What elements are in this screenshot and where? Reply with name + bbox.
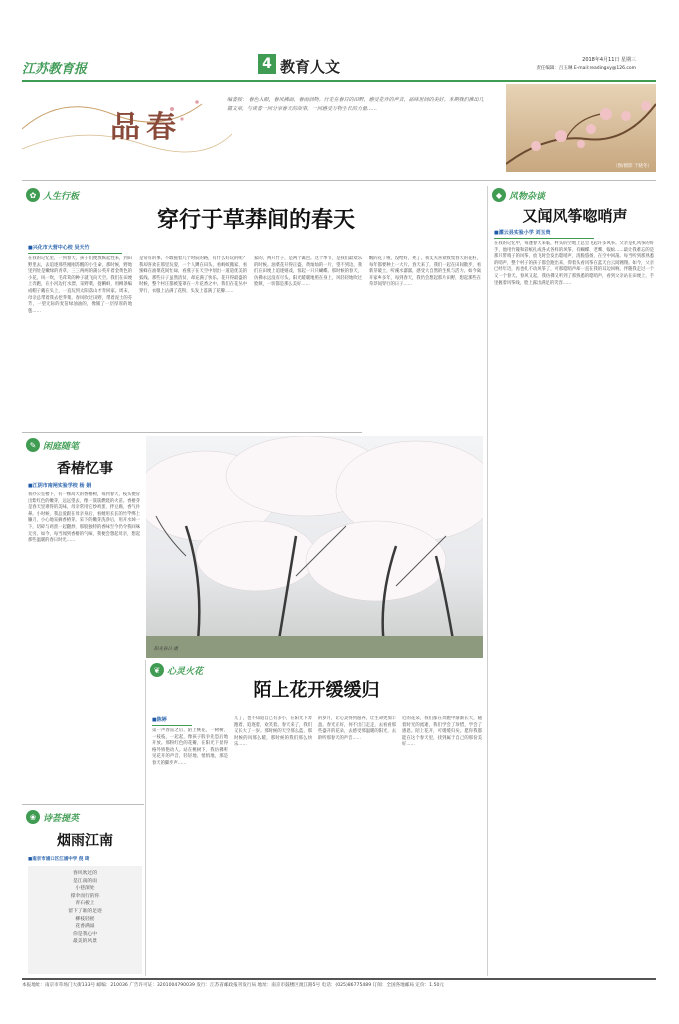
- header-rule: [22, 80, 656, 82]
- leaf-icon: ✿: [26, 188, 40, 202]
- banner-photo: [506, 84, 656, 172]
- banner: [22, 84, 656, 176]
- left1-tag-label: 闲庭随笔: [43, 441, 80, 452]
- bottom-col-2: 儿了，也不知道自己有多小，在阳光下奔跑着，追逐着，欢笑着。春天来了，我们又长大了一岁。那时候的天空那么蓝，那时候的风那么暖，那时候的我们那么快乐……: [234, 716, 312, 748]
- main-byline: ■兴化市大营中心校 吴天竹: [28, 245, 90, 251]
- bottom-tag-label: 心灵火花: [167, 666, 204, 677]
- bottom-byline: ■陈婷: [152, 717, 167, 723]
- bottom-headline: 陌上花开缓缓归: [253, 680, 380, 701]
- flame-icon: ❦: [150, 663, 164, 677]
- footer-rule: [22, 978, 656, 980]
- left2-byline: ■南京市浦口区江浦中学 倪 琦: [28, 857, 90, 862]
- main-col-2: 是常有的事。不敢拖着几个时辰的路，有什么好玩的呢？我却喜欢在那里玩耍，一个人蹲在田头，看蚂蚁搬家，看蜜蜂在油菜花间忙碌，看燕子在天空中划出一道道优美的弧线。那些日子虽然清贫，却充满了快乐。花开得最盛的时候，整个村庄都被笼罩在一片花香之中。我们在花丛中穿行，衣服上沾满了花粉，头发上落满了花瓣……: [139, 256, 247, 294]
- bottom-col-4: 近的花朵，我们都在奔跑中渐渐长大，随着时光的流逝，我们学会了珍惜，学会了感恩。陌上花开，可缓缓归矣。愿你我都能在这个春天里，找到属于自己的那份美好……: [402, 716, 482, 748]
- poem-line: 柳枝轻摇: [75, 916, 95, 922]
- poem-line: 青石板上: [75, 901, 95, 907]
- masthead: [22, 52, 656, 78]
- poem-block: [28, 866, 142, 974]
- main-col-3: 家的，两只竹子，是两个篱笆。这个季节，是我们最欢乐的时候。油菜花开得正盛，黄灿灿的一片，望不到边。我们在田埂上追逐嬉戏，惊起一只只蝴蝶。那时候的春天，仿佛永远没有尽头，阳光暖暖地照在身上，风轻轻地吹过脸颊，一切都是那么美好……: [254, 256, 362, 288]
- banner-rule: [22, 180, 656, 181]
- bottom-section-tag: [150, 663, 203, 677]
- bottom-col-1: 第一声春雷之后，陌上桃花，一树树，一枝枝，一起起，像孩子般争先恐后地开放。那粉红色的花瓣，在阳光下显得格外娇艳动人。站在桃树下，我仿佛听见花开的声音，轻轻地，悄悄地，那是春天的脚步声……: [152, 728, 228, 766]
- review-body: 在我的记忆中，每逢春天来临，村头的空地上总会飞起许多风筝。父亲是扎风筝的好手，他用竹篾和彩纸扎成各式各样的风筝，有蝴蝶、老鹰、蜈蚣……最让我难忘的是那只带哨子的风筝，放飞时会发出唿哨声，清脆悠扬，在空中回荡。每当听到那熟悉的哨声，整个村子的孩子都会跑出来，仰着头看风筝在蓝天白云间翱翔。如今，父亲已经年迈，再也扎不动风筝了，可那唿哨声却一直在我的耳边回响，伴随我走过一个又一个春天。春风又起，我仿佛又听到了那熟悉的唿哨声，看到父亲站在田埂上，手里握着风筝线，脸上露出满足的笑容……: [494, 241, 654, 286]
- issue-date: 2018年4月11日 星期三: [582, 57, 636, 63]
- bottom-col-3: 的岁月，让心灵得到滋养，让生命更加丰盈。春光正好，何不出门走走，去看看那些盛开的花朵，去感受那温暖的阳光，去聆听那春天的声音……: [318, 716, 396, 741]
- poem-line: 花香满溢: [75, 924, 95, 930]
- blossom-trees-image: [146, 436, 483, 658]
- review-byline: ■灌云县实验小学 刘玉贵: [494, 230, 551, 236]
- editor-line: 责任编辑：吕玉琳 E-mail:readingxy@126.com: [536, 66, 636, 71]
- main-section-tag: [26, 188, 79, 202]
- left2-tag-label: 诗荟提英: [43, 813, 80, 824]
- poem-line: 是江南的雨: [73, 878, 97, 884]
- left-section-rule: [22, 432, 362, 433]
- quill-icon: ✎: [26, 438, 40, 452]
- review-section-tag: [492, 188, 545, 202]
- banner-poem: 编者按： 春色入眼，春风拂面，春雨润物。行走在春日的田野，感受花开的声音，品味世间的美好。本期我们推出几篇文章，与读者一同分享春天的故事，一同感受万物生长的力量……: [227, 97, 484, 112]
- divider-left-column: [145, 660, 146, 976]
- kite-icon: ◆: [492, 188, 506, 202]
- left1-byline: ■江阴市南闸实验学校 杨 娟: [28, 483, 92, 489]
- left1-body: 我办公室楼下，有一棵高大的香椿树，每到春天，枝头便冒出紫红色的嫩芽，远远望去，像一簇簇燃烧的火苗。香椿芽是春天里难得的美味，母亲常用它炒鸡蛋、拌豆腐，香气扑鼻。小时候，我总爱跟在母亲身后，看她用长长的竹竿绑上镰刀，小心地采摘香椿芽。采下的嫩芽洗净后，用开水焯一下，切碎与鸡蛋一起翻炒，那股独特的香味至今仍令我回味无穷。如今，每当闻到香椿的气味，我便会想起母亲，想起那些温暖的春日时光……: [28, 492, 140, 544]
- main-col-4: 醒的花丁啦，没给好，死了。我丈夫喜欢收集春天的花籽，每年都要种上一大片。春天来了，我们一起在田间散步，看新芽破土，听溪水潺潺，感受大自然的生机与活力。如今离开家乡多年，每到春天，我仍会想起那片田野，想起那些在草莽间穿行的日子……: [369, 256, 481, 288]
- main-tag-label: 人生行板: [43, 191, 80, 202]
- left2-section-rule: [22, 804, 144, 805]
- banner-photo-caption: （图/摄影 于晓冬）: [613, 164, 652, 169]
- left2-section-tag: [26, 810, 79, 824]
- divider-right-column: [487, 186, 488, 976]
- poem-line: 撑伞而行的你: [70, 893, 100, 899]
- main-headline: 穿行于草莽间的春天: [156, 207, 355, 233]
- banner-title: 品春: [110, 110, 182, 145]
- section-title: 教育人文: [280, 58, 341, 76]
- bamboo-icon: ❀: [26, 810, 40, 824]
- left1-headline: 香椿忆事: [57, 461, 113, 477]
- review-tag-label: 风物杂谈: [509, 191, 546, 202]
- main-col-1: 在我的记忆里，一到春天，孩子们便放纵起性来，到田野里去，去追逐那些刚刚苏醒的小生命。那时候，野地里到处是嫩绿的青草，三三两两的蒲公英开着金黄色的小花，风一吹，毛茸茸的种子就飞向天空。我们在田埂上奔跑，在小河边打水漂，采野菜，捉蝌蚪，用柳条编成帽子戴在头上，一直玩到太阳落山才肯回家。周末，母亲总带着我去挖荠菜。春风吹过田野，带着泥土的芬芳，一望无际的麦苗绿油油的，像铺了一层厚厚的地毯……: [28, 256, 132, 314]
- review-byline-rule: [494, 238, 594, 239]
- main-byline-rule: [28, 253, 122, 254]
- cherry-blossom-photo: [146, 436, 483, 658]
- footer-info: 本报地址：南京市草场门大街133号 邮编：210036 广告许可证：3201004790039 发行：江苏省邮政报刊发行局 地址：南京市鼓楼区渡江路5号 电话：(025)86775489 订阅：全国各地邮局 定价：1.50元: [22, 983, 445, 988]
- photo-caption: 阳光春日 摄: [154, 647, 178, 652]
- poem-line: 你是我心中: [73, 931, 97, 937]
- left1-section-tag: [26, 438, 79, 452]
- blossom-branch-image: [506, 84, 656, 172]
- poem-line: 春风吹过的: [73, 871, 97, 876]
- left2-headline: 烟雨江南: [57, 833, 113, 849]
- poem-line: 最美的风景: [73, 939, 97, 945]
- review-headline: 又闻风筝唿哨声: [522, 207, 628, 225]
- poem-line: 小巷深处: [75, 886, 95, 892]
- logo: 江苏教育报: [22, 62, 88, 77]
- page-number-badge: 4: [258, 54, 276, 74]
- bottom-byline-rule: [152, 725, 192, 726]
- poem-line: 留下了谁的足迹: [68, 908, 102, 914]
